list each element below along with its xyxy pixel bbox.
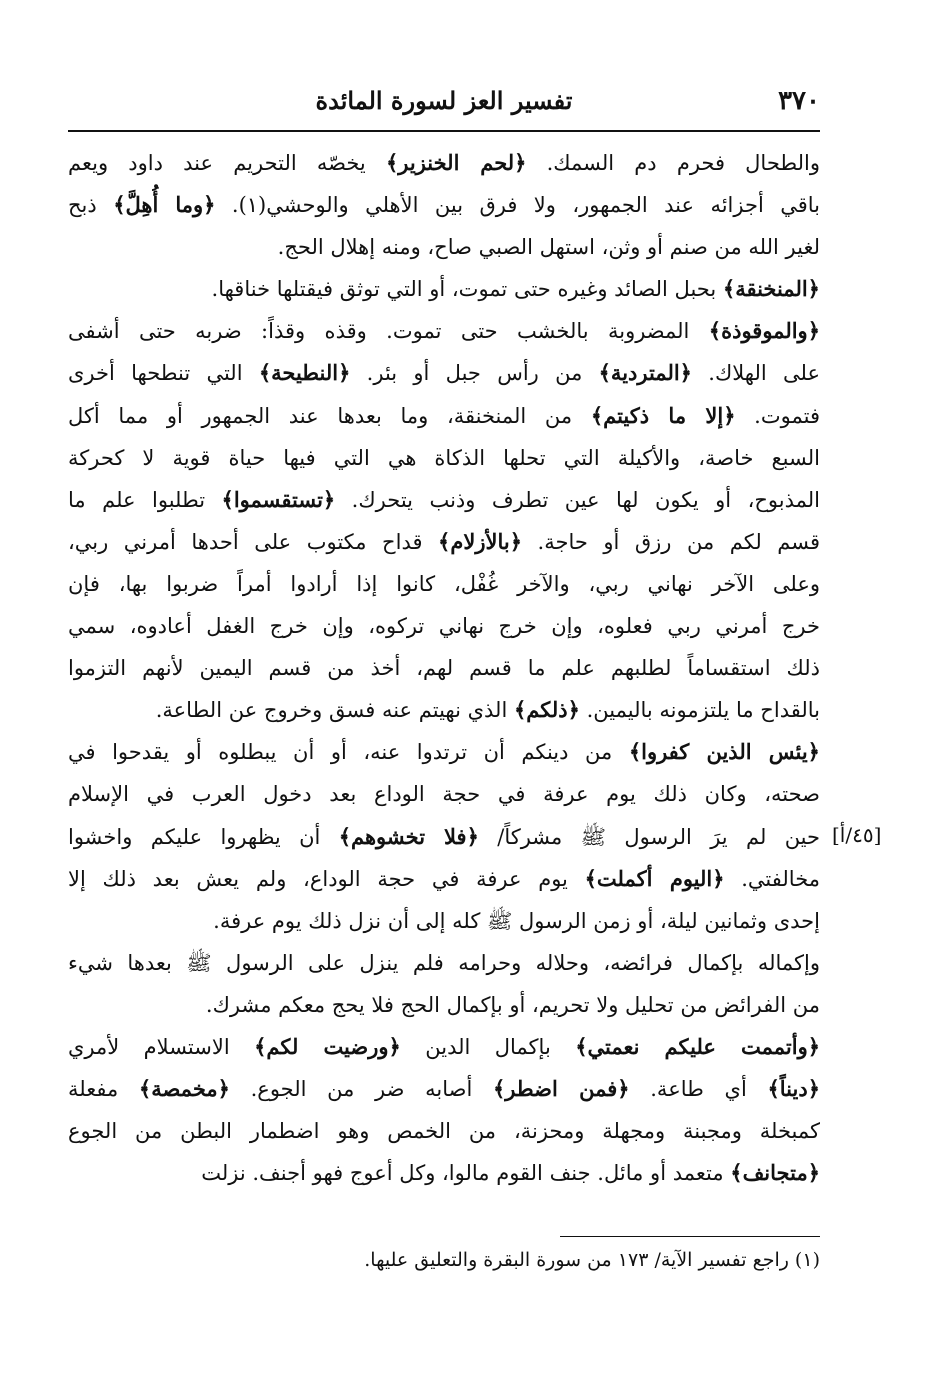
header-rule [68, 130, 820, 132]
commentary-text: والطحال فحرم دم السمك. [526, 151, 820, 175]
commentary-text: على الهلاك. [692, 361, 820, 386]
commentary-text: مخالفتي. [724, 866, 820, 891]
text-line [68, 605, 820, 647]
text-line [68, 773, 820, 815]
commentary-text: من الفرائض من تحليل ولا تحريم، أو بإكمال الحج فلا يحج معكم مشرك. [205, 992, 820, 1017]
commentary-text: بإكمال الدين [400, 1034, 576, 1059]
commentary-text: التي تنطحها أخرى [68, 361, 259, 386]
commentary-text: قسم لكم من رزق أو حاجة. [522, 529, 821, 554]
commentary-text: من دينكم أن ترتدوا عنه، أو أن يبطلوه أو يقدحوا في [68, 740, 629, 765]
commentary-text: فتموت. [735, 403, 820, 428]
quranic-phrase: ﴿فلا تخشوهم﴾ [338, 823, 479, 849]
text-line [68, 1068, 820, 1110]
quranic-phrase: ﴿إلا ما ذكيتم﴾ [590, 402, 736, 428]
quranic-phrase: ﴿والموقوذة﴾ [708, 318, 820, 344]
text-line [68, 858, 820, 900]
text-line [68, 310, 820, 352]
commentary-text: السبع خاصة، والأكيلة التي تحلها الذكاة هي التي فيها حياة قوية لا كحركة [68, 445, 820, 470]
text-line [68, 479, 820, 521]
body-text [68, 142, 820, 1194]
quranic-phrase: ﴿وأتممت عليكم نعمتي﴾ [575, 1033, 821, 1059]
quranic-phrase: ﴿وما أُهِلَّ﴾ [113, 192, 216, 218]
quranic-phrase: ﴿بالأزلام﴾ [438, 528, 522, 554]
text-line [68, 647, 820, 689]
text-line [68, 1152, 820, 1194]
text-line [68, 268, 820, 310]
commentary-text: أصابه ضر من الجوع. [229, 1077, 493, 1102]
footnote-rule [560, 1236, 820, 1237]
manuscript-folio-marker: [٤٥/أ] [832, 823, 882, 847]
commentary-text: المضروبة بالخشب حتى تموت. وقذه وقذاً: ضربه حتى أشفى [68, 319, 709, 344]
quranic-phrase: ﴿فمن اضطر﴾ [493, 1076, 630, 1102]
commentary-text: بالقداح ما يلتزمونه باليمين. [579, 698, 820, 723]
quranic-phrase: ﴿المتردية﴾ [598, 360, 692, 386]
text-line [68, 226, 820, 268]
quranic-phrase: ﴿ذلكم﴾ [513, 697, 580, 723]
commentary-text: متعمد أو مائل. جنف القوم مالوا، وكل أعوج فهو أجنف. نزلت [201, 1161, 731, 1186]
commentary-text: أن يظهروا عليكم واخشوا [68, 824, 339, 849]
quranic-phrase: ﴿ورضيت لكم﴾ [254, 1033, 401, 1059]
text-line [68, 731, 820, 773]
text-line [68, 1110, 820, 1152]
commentary-text: أي طاعة. [629, 1077, 768, 1102]
commentary-text: من المنخنقة، وما بعدها عند الجمهور أو مما أكل [68, 403, 591, 428]
quranic-phrase: ﴿اليوم أكملت﴾ [584, 865, 725, 891]
text-line [68, 142, 820, 184]
commentary-text: الذي نهيتم عنه فسق وخروج عن الطاعة. [155, 698, 514, 723]
commentary-text: الاستسلام لأمري [68, 1034, 255, 1059]
quranic-phrase: ﴿يئس الذين كفروا﴾ [628, 739, 820, 765]
commentary-text: مفعلة [68, 1077, 139, 1102]
commentary-text: المذبوح، أو يكون لها عين تطرف وذنب يتحرك. [335, 487, 820, 512]
commentary-text: باقي أجزائه عند الجمهور، ولا فرق بين الأهلي والوحشي(١). [215, 193, 820, 218]
text-line [68, 816, 820, 858]
quranic-phrase: ﴿المنخنقة﴾ [722, 276, 820, 302]
commentary-text: ذبح [68, 193, 114, 218]
commentary-text: يخصّه التحريم عند داود ويعم [68, 151, 386, 175]
commentary-text: تطلبوا علم ما [68, 487, 222, 512]
text-line [68, 942, 820, 984]
running-title: تفسير العز لسورة المائدة [315, 86, 573, 115]
commentary-text: يوم عرفة في حجة الوداع، ولم يعش بعد ذلك إلا [68, 866, 585, 891]
quranic-phrase: ﴿متجانف﴾ [730, 1160, 820, 1186]
text-line [68, 900, 820, 942]
commentary-text: ذلك استقساماً لطلبهم علم ما قسم لهم، أخذ من قسم اليمين لأنهم التزموا [68, 656, 820, 681]
commentary-text: لغير الله من صنم أو وثن، استهل الصبي صاح، ومنه إهلال الحج. [277, 235, 820, 260]
commentary-text: صحته، وكان ذلك يوم عرفة في حجة الوداع بعد دخول العرب في الإسلام [68, 782, 820, 807]
footnote: (١) راجع تفسير الآية/ ١٧٣ من سورة البقرة والتعليق عليها. [364, 1249, 820, 1271]
text-line [68, 184, 820, 226]
quranic-phrase: ﴿لحم الخنزير﴾ [385, 150, 527, 175]
quranic-phrase: ﴿تستقسموا﴾ [221, 486, 336, 512]
text-line [68, 563, 820, 605]
commentary-text: وإكماله بإكمال فرائضه، وحلاله وحرامه فلم ينزل على الرسول ﷺ بعدها شيء [68, 950, 820, 975]
text-line [68, 437, 820, 479]
commentary-text: خرج أمرني ربي فعلوه، وإن خرج نهاني تركوه، وإن خرج الغفل أعادوه، سمي [68, 614, 820, 639]
text-line [68, 521, 820, 563]
page-header [68, 82, 820, 126]
text-line [68, 395, 820, 437]
commentary-text: وعلى الآخر نهاني ربي، والآخر غُفْل، كانوا إذا أرادوا أمراً ضربوا بها، فإن [68, 571, 820, 596]
commentary-text: من رأس جبل أو بئر. [350, 361, 599, 386]
commentary-text: قداح مكتوب على أحدها أمرني ربي، [68, 529, 439, 554]
text-line [68, 984, 820, 1026]
text-line [68, 689, 820, 731]
text-line [68, 1026, 820, 1068]
quranic-phrase: ﴿النطيحة﴾ [258, 360, 351, 386]
commentary-text: بحبل الصائد وغيره حتى تموت، أو التي توثق فيقتلها خناقها. [211, 277, 723, 302]
commentary-text: كمبخلة ومجبنة ومجهلة ومحزنة، من الخمص وهو اضطمار البطن من الجوع [68, 1119, 820, 1144]
quranic-phrase: ﴿ديناً﴾ [767, 1076, 821, 1102]
page-number: ٣٧٠ [778, 86, 820, 116]
quranic-phrase: ﴿مخمصة﴾ [138, 1076, 230, 1102]
commentary-text: إحدى وثمانين ليلة، أو زمن الرسول ﷺ كله إلى أن نزل ذلك يوم عرفة. [213, 908, 820, 933]
commentary-text: حين لم يرَ الرسول ﷺ مشركاً/ [478, 824, 820, 849]
text-line [68, 352, 820, 394]
